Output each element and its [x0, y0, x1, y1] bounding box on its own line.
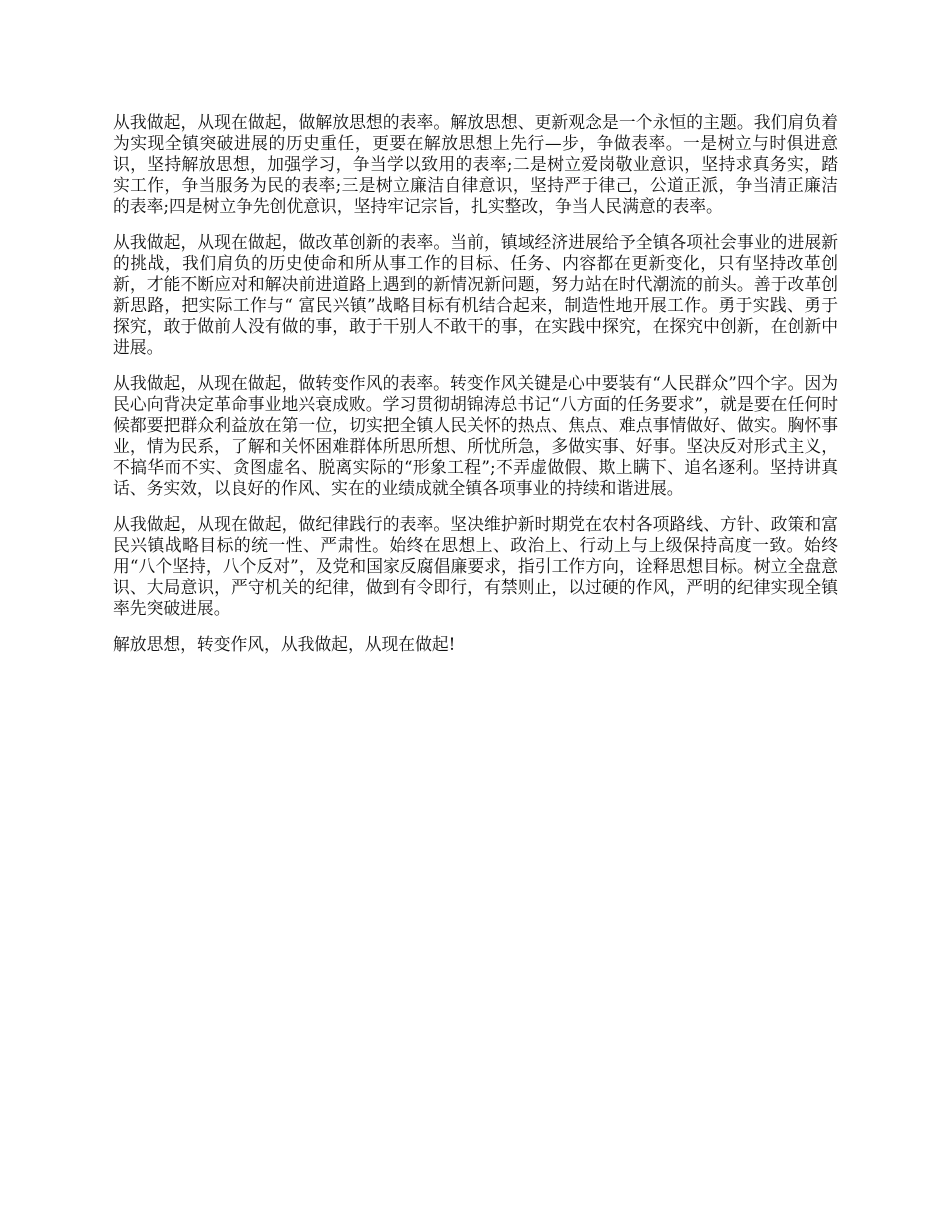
paragraph-thought-liberation: 从我做起，从现在做起，做解放思想的表率。解放思想、更新观念是一个永恒的主题。我们肩负着为实现全镇突破进展的历史重任，更要在解放思想上先行—步，争做表率。一是树立与时俱进意识，坚持解放思想，加强学习，争当学以致用的表率;二是树立爱岗敬业意识，坚持求真务实，踏实工作，争当服务为民的表率;三是树立廉洁自律意识，坚持严于律己，公道正派，争当清正廉洁的表率;四是树立争先创优意识，坚持牢记宗旨，扎实整改，争当人民满意的表率。: [113, 112, 838, 216]
document-body: [113, 112, 838, 670]
paragraph-work-style: 从我做起，从现在做起，做转变作风的表率。转变作风关键是心中要装有“人民群众”四个字。因为民心向背决定革命事业地兴衰成败。学习贯彻胡锦涛总书记“八方面的任务要求”，就是要在任何时候都要把群众利益放在第一位，切实把全镇人民关怀的热点、焦点、难点事情做好、做实。胸怀事业，情为民系，了解和关怀困难群体所思所想、所忧所急，多做实事、好事。坚决反对形式主义，不搞华而不实、贪图虚名、脱离实际的“形象工程”;不弄虚做假、欺上瞒下、追名逐利。坚持讲真话、务实效，以良好的作风、实在的业绩成就全镇各项事业的持续和谐进展。: [113, 373, 838, 498]
paragraph-closing: 解放思想，转变作风，从我做起，从现在做起!: [113, 634, 456, 654]
paragraph-discipline: 从我做起，从现在做起，做纪律践行的表率。坚决维护新时期党在农村各项路线、方针、政策和富民兴镇战略目标的统一性、严肃性。始终在思想上、政治上、行动上与上级保持高度一致。始终用“八个坚持，八个反对”，及党和国家反腐倡廉要求，指引工作方向，诠释思想目标。树立全盘意识、大局意识，严守机关的纪律，做到有令即行，有禁则止，以过硬的作风，严明的纪律实现全镇率先突破进展。: [113, 514, 838, 618]
paragraph-reform-innovation: 从我做起，从现在做起，做改革创新的表率。当前，镇域经济进展给予全镇各项社会事业的进展新的挑战，我们肩负的历史使命和所从事工作的目标、任务、内容都在更新变化，只有坚持改革创新，才能不断应对和解决前进道路上遇到的新情况新问题，努力站在时代潮流的前头。善于改革创新思路，把实际工作与“ 富民兴镇”战略目标有机结合起来，制造性地开展工作。勇于实践、勇于探究，敢于做前人没有做的事，敢于干别人不敢干的事，在实践中探究，在探究中创新，在创新中进展。: [113, 232, 838, 357]
